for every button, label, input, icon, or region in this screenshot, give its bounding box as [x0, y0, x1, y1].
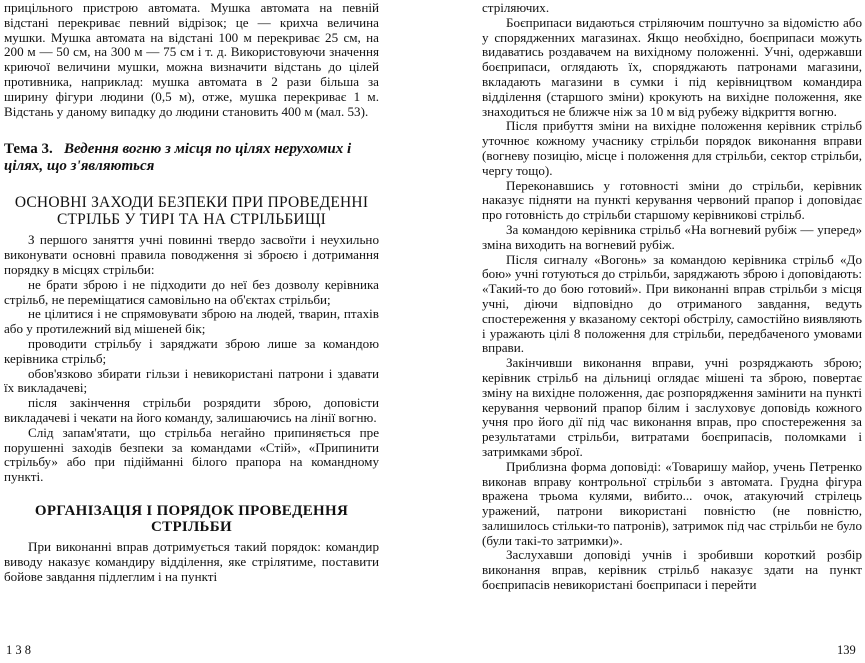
- rule-item: проводити стрільбу і заряджати зброю лише за командою керівника стрільб;: [4, 335, 379, 366]
- report-form-paragraph: Приблизна форма доповіді: «Товаришу майор, учень Петренко виконав вправу контрольної стрільби з автомата. Грудна фігура вражена трьома кулями, вибито... очок, атакуючий стрілець уражений, патрони використані повністю (не повністю, залишилось стільки-то патронів), затримок під час стрільби не було (були такі-то затримки)».: [482, 458, 862, 548]
- right-page-number: 139: [837, 643, 856, 657]
- ammo-paragraph: Боєприпаси видаються стріляючим поштучно за відомістю або у спорядженних магазинах. Якщо необхідно, боєприпаси можуть видаватись роздавачем на вихідному положенні. Учні, одержавши боєприпаси, оглядають їх, споряджають патронами магазини, вкладають магазини в сумки і під керівництвом командира відділення (старшого зміни) крокують на вихідне положення, яке знаходиться не ближче ніж за 10 м від рубежу відкриття вогню.: [482, 14, 862, 119]
- command-paragraph: За командою керівника стрільб «На вогневий рубіж — уперед» зміна виходить на вогневий рубіж.: [482, 221, 862, 252]
- arrival-paragraph: Після прибуття зміни на вихідне положення керівник стрільб уточнює кожному учаснику стрільби порядок виконання вправи (вогневу позицію, місце і положення для стрільби, сектор стрільби, чергу тощо).: [482, 118, 862, 178]
- readiness-paragraph: Переконавшись у готовності зміни до стрільби, керівник наказує підняти на пункті керування червоний прапор і доповідає про готовність до стрільби старшому керівникові стрільб.: [482, 177, 862, 223]
- organization-heading: ОРГАНІЗАЦІЯ І ПОРЯДОК ПРОВЕДЕННЯ СТРІЛЬБИ: [34, 502, 349, 536]
- safety-heading: ОСНОВНІ ЗАХОДИ БЕЗПЕКИ ПРИ ПРОВЕДЕННІ СТРІЛЬБ У ТИРІ ТА НА СТРІЛЬБИЩІ: [14, 194, 369, 228]
- debrief-paragraph: Заслухавши доповіді учнів і зробивши короткий розбір виконання вправ, керівник стрільб наказує здати на пункт боєприпасів невикористані боєприпаси і перейти: [482, 547, 862, 593]
- intro-paragraph: прицільного пристрою автомата. Мушка автомата на певній відстані перекриває певний відрізок; це — крихча величина мушки. Мушка автомата на відстані 100 м перекриває 25 см, на 200 м — 50 см, на 300 м — 75 см і т. д. Використовуючи значення криючої величини мушки, можна визначити відстань до цілей противника, наприклад: мушка автомата в 2 рази більша за ширину фігури людини (0,5 м), отже, мушка перекриває 1 м. Відстань у даному випадку до людини становить 400 м (мал. 53).: [4, 0, 379, 119]
- right-text-column: [482, 0, 862, 593]
- remember-paragraph: Слід запам'ятати, що стрільба негайно припиняється пре порушенні заходів безпеки за командами «Стій», «Припинити стрільбу» або при підійманні білого прапора на командному пункті.: [4, 424, 379, 485]
- left-text-column: [4, 0, 379, 584]
- left-page-number: 1 3 8: [6, 643, 31, 657]
- completion-paragraph: Закінчивши виконання вправи, учні розряджають зброю; керівник стрільб на дільниці оглядає мішені та зброю, повертає зміну на вихідне положення, дає розпорядження замінити на пункті керування червоний прапор білим і заслуховує доповідь кожного учня про його дії під час виконання вправ, про спостереження за результатами стрільби, витратами боєприпасів, поломками і затримками зброї.: [482, 355, 862, 459]
- rule-item: обов'язково збирати гільзи і невикористані патрони і здавати їх викладачеві;: [4, 365, 379, 396]
- rule-item: не брати зброю і не підходити до неї без дозволу керівника стрільб, не переміщатися самовільно на об'єктах стрільби;: [4, 276, 379, 307]
- right-page: [454, 0, 862, 663]
- fire-signal-paragraph: Після сигналу «Вогонь» за командою керівника стрільб «До бою» учні готуються до стрільби, заряджають зброю і доповідають: «Такий-то до бою готовий». При виконанні вправ стрільби з місця учні, діючи відповідно до отриманого завдання, ведуть спостереження у вказаному секторі обстрілу, самостійно виявляють і уражають цілі 8 положення для стрільби, передбаченого умовами вправи.: [482, 251, 862, 356]
- topic-number: Тема 3.: [4, 141, 53, 158]
- continuation-line: стріляючих.: [482, 0, 550, 15]
- rule-item: не цілитися і не спрямовувати зброю на людей, тварин, птахів або у протилежний від мішеней бік;: [4, 306, 379, 337]
- order-paragraph: При виконанні вправ дотримується такий порядок: командир виводу наказує командиру відділення, яке стрілятиме, поставити бойове завдання підлеглим і на пункті: [4, 538, 379, 584]
- rules-intro-paragraph: З першого заняття учні повинні твердо засвоїти і неухильно виконувати основні правила поводження зі зброєю і дотримання порядку в місцях стрільби:: [4, 232, 379, 277]
- topic-heading: [4, 141, 379, 175]
- topic-title: Ведення вогню з місця по цілях нерухомих і цілях, що з'являються: [4, 141, 352, 175]
- rule-item: після закінчення стрільби розрядити зброю, доповісти викладачеві і чекати на його команду, залишаючись на лінії вогню.: [4, 395, 379, 425]
